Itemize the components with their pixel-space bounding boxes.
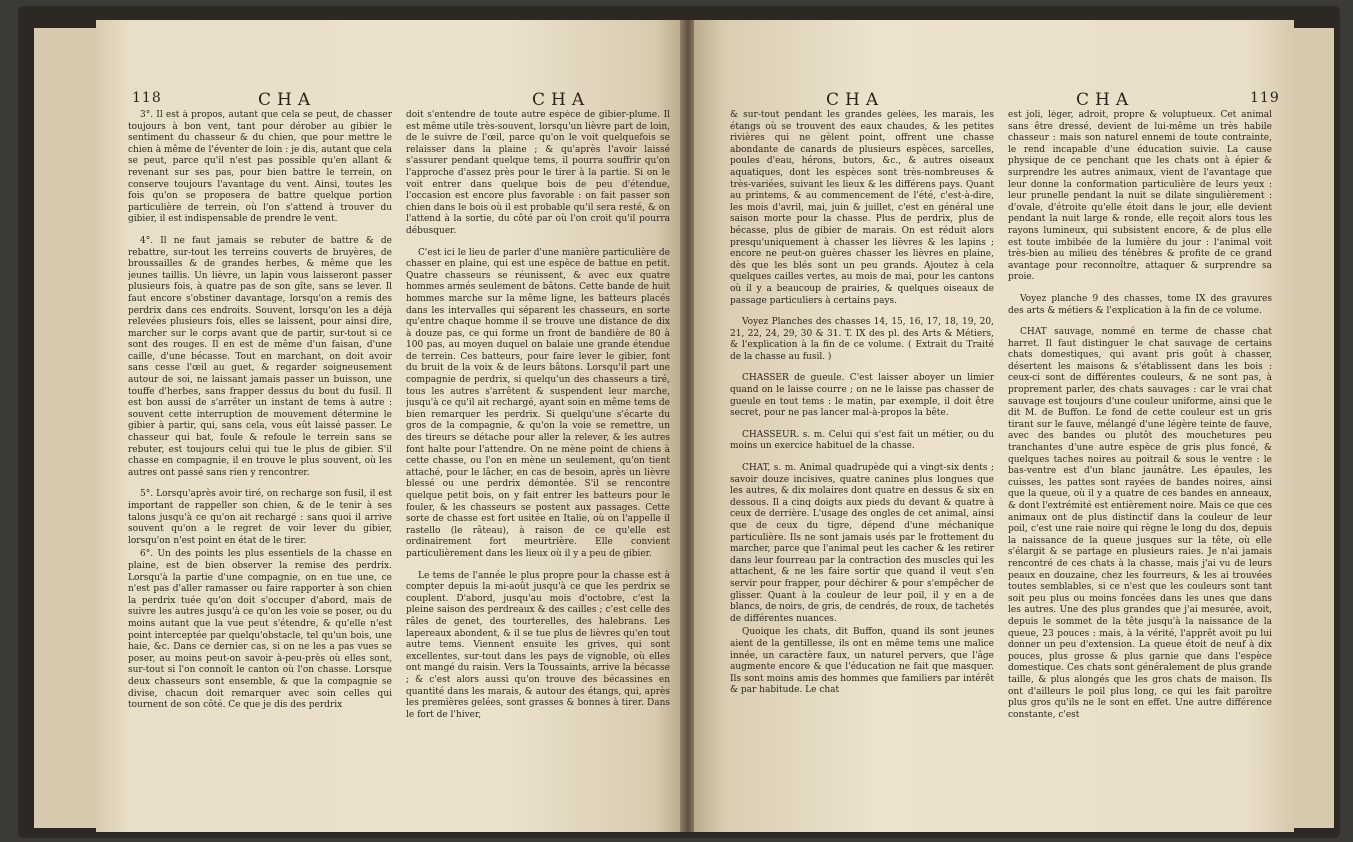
right-page bbox=[694, 20, 1294, 832]
page-edges-left bbox=[34, 28, 96, 828]
right-page-number: 119 bbox=[1250, 90, 1280, 106]
paragraph: C'est ici le lieu de parler d'une manière particulière de chasser en plaine, qui est une espèce de battue en petit. Quatre chasseurs se réunissent, & avec eux quatre hommes armés seulement de bâtons. Cette bande de huit hommes marche sur la même ligne, les batteurs placés dans les intervalles qui séparent les chasseurs, en sorte qu'entre chaque homme il se trouve une distance de dix à douze pas, ce qui forme un front de bandière de 80 à 100 pas, au moyen duquel on balaie une grande étendue de terrein. Ces batteurs, pour faire lever le gibier, font du bruit de la voix & de leurs bâtons. Lorsqu'il part une compagnie de perdrix, si quelqu'un des chasseurs a tiré, tous les autres s'arrêtent & suspendent leur marche, jusqu'à ce qu'il ait rechargé, ayant soin en même tems de bien remarquer les perdrix. Si quelqu'une s'écarte du gros de la compagnie, & qu'on la voie se remettre, un des tireurs se détache pour aller la relever, & les autres font halte pour l'attendre. On ne mène point de chiens à cette chasse, ou l'on en mène un seulement, qu'on tient attaché, pour le lâcher, en cas de besoin, après un lièvre blessé ou une perdrix démontée. S'il se rencontre quelque petit bois, on y fait entrer les batteurs pour le fouler, & les chasseurs se postent aux passages. Cette sorte de chasse est fort usitée en Italie, où on l'appelle il rastello (le râteau), à raison de ce qu'elle est ordinairement fort meurtrière. Elle convient particulièrement dans les lieux où il y a peu de gibier. bbox=[406, 247, 670, 559]
paragraph: Voyez Planches des chasses 14, 15, 16, 17, 18, 19, 20, 21, 22, 24, 29, 30 & 31. T. IX des pl. des Arts & Métiers, & l'explication à la fin de ce volume. ( Extrait du Traité de la chasse au fusil. ) bbox=[730, 317, 994, 362]
left-column-1 bbox=[128, 110, 392, 832]
paragraph: CHASSER de gueule. C'est laisser aboyer un limier quand on le laisse courre ; on ne le laisse pas chasser de gueule en tout tems : le matin, par exemple, il doit être secret, pour ne pas lancer mal-à-propos la bête. bbox=[730, 373, 994, 419]
right-header-label-2: CHA bbox=[1076, 90, 1135, 110]
left-column-2 bbox=[406, 110, 670, 832]
paragraph: Le tems de l'année le plus propre pour la chasse est à compter depuis la mi-août jusqu'à ce que les perdrix se couplent. D'abord, jusqu'au mois d'octobre, c'est la pleine saison des perdreaux & des cailles ; c'est celle des râles de genet, des tourterelles, des halebrans. Les lapereaux abondent, & il se tue plus de lièvres qu'en tout autre tems. Viennent ensuite les grives, qui sont excellentes, sur-tout dans les pays de vignoble, où elles ont mangé du raisin. Vers la Toussaints, arrive la bécasse ; & c'est alors aussi qu'on trouve des bécassines en quantité dans les marais, & autour des étangs, qui, après les premières gelées, sont grasses & bonnes à tirer. Dans le fort de l'hiver, bbox=[406, 570, 670, 720]
paragraph: Quoique les chats, dit Buffon, quand ils sont jeunes aient de la gentillesse, ils ont en même tems une malice innée, un caractère faux, un naturel pervers, que l'âge augmente encore & que l'éducation ne fait que masquer. Ils sont moins amis des hommes que familiers par intérêt & par habitude. Le chat bbox=[730, 627, 994, 696]
left-header-label-2: CHA bbox=[532, 90, 591, 110]
right-column-1 bbox=[730, 110, 994, 832]
paragraph: CHAT sauvage, nommé en terme de chasse chat harret. Il faut distinguer le chat sauvage de certains chats domestiques, qui avant pris goût à chasser, désertent les maisons & s'établissent dans les bois : ceux-ci sont de différentes couleurs, & ne sont pas, à proprement parler, des chats sauvages : car le vrai chat sauvage est toujours d'une couleur uniforme, ainsi que le dit M. de Buffon. Le fond de cette couleur est un gris tirant sur le fauve, mélangé d'une légère teinte de fauve, avec des bandes ou plutôt des mouchetures peu tranchantes d'une autre espèce de gris plus foncé, & quelques taches noires au poitrail & sous le ventre : le bas-ventre est d'un blanc jaunâtre. Les épaules, les cuisses, les pattes sont rayées de bandes noires, ainsi que la queue, où il y a quatre de ces bandes en anneaux, & dont l'extrémité est entièrement noire. Mais ce que ces animaux ont de plus distinctif dans la couleur de leur poil, c'est une raie noire qui règne le long du dos, depuis la naissance de la queue jusques sur la tête, où elle s'élargit & se partage en plusieurs raies. Je n'ai jamais rencontré de ces chats à la chasse, mais j'ai vu de leurs peaux en douzaine, chez les fourreurs, & les ai trouvées toutes semblables, si ce n'est que les couleurs sont tant soit peu plus ou moins foncées dans les unes que dans les autres. Une des plus grandes que j'ai mesurée, avoit, depuis le sommet de la tête jusqu'à la naissance de la queue, 23 pouces : mais, à la vérité, l'apprêt avoit pu lui donner un peu d'extension. La queue étoit de neuf à dix pouces, plus grosse & plus garnie que dans l'espèce domestique. Ces chats sont généralement de plus grande taille, & plus alongés que les gros chats de maison. Ils ont d'ailleurs le poil plus long, ce qui les fait paroître plus gros qu'ils ne le sont en effet. Une autre différence constante, c'est bbox=[1008, 327, 1272, 720]
book-spread bbox=[18, 6, 1340, 838]
paragraph: 5°. Lorsqu'après avoir tiré, on recharge son fusil, il est important de rappeller son chien, & de le tenir à ses talons jusqu'à ce qu'on ait rechargé : sans quoi il arrive souvent qu'on a le regret de voir lever du gibier, lorsqu'on n'est point en état de le tirer. bbox=[128, 489, 392, 546]
paragraph: Voyez planche 9 des chasses, tome IX des gravures des arts & métiers & l'explication à la fin de ce volume. bbox=[1008, 293, 1272, 316]
page-edges-right bbox=[1294, 28, 1334, 828]
paragraph: CHAT, s. m. Animal quadrupède qui a vingt-six dents ; savoir douze incisives, quatre canines plus longues que les autres, & dix molaires dont quatre en dessus & six en dessous. Il a cinq doigts aux pieds du devant & quatre à ceux de derrière. L'usage des ongles de cet animal, ainsi que de ceux du tigre, dépend d'une méchanique particulière. Ils ne sont jamais usés par le frottement du marcher, parce que l'animal peut les cacher & les retirer dans leur fourreau par la contraction des muscles qui les attachent, & ne les faire sortir que quand il veut s'en servir pour frapper, pour déchirer & pour s'empêcher de glisser. Quant à la couleur de leur poil, il y en a de blancs, de noirs, de gris, de cendrés, de roux, de tachetés de différentes nuances. bbox=[730, 463, 994, 624]
left-page bbox=[96, 20, 684, 832]
left-page-number: 118 bbox=[132, 90, 162, 106]
paragraph: 6°. Un des points les plus essentiels de la chasse en plaine, est de bien observer la remise des perdrix. Lorsqu'à la partie d'une compagnie, on en tue une, ce n'est pas d'aller ramasser ou faire rapporter à son chien la perdrix tuée qu'on doit s'occuper d'abord, mais de suivre les autres jusqu'à ce qu'on les voie se poser, ou du moins autant que la vue peut s'étendre, & qu'elle n'est point interceptée par quelqu'obstacle, tel qu'un bois, une haie, &c. Dans ce dernier cas, si on ne les a pas vues se poser, au moins peut-on savoir à-peu-près où elles sont, sur-tout si l'on connoît le canton où l'on chasse. Lorsque deux chasseurs sont ensemble, & que la compagnie se divise, chacun doit remarquer avec soin celles qui tournent de son côté. Ce que je dis des perdrix bbox=[128, 549, 392, 711]
paragraph: & sur-tout pendant les grandes gelées, les marais, les étangs où se trouvent des eaux chaudes, & les petites rivières qui ne gèlent point, offrent une chasse abondante de canards de plusieurs espèces, sarcelles, poules d'eau, hérons, butors, &c., & autres oiseaux aquatiques, dont les espèces sont très-nombreuses & très-variées, suivant les lieux & les différens pays. Quant au printems, & au commencement de l'été, c'est-à-dire, les mois d'avril, mai, juin & juillet, c'est en général une saison morte pour la chasse. Plus de perdrix, plus de bécasse, plus de gibier de marais. On est réduit alors presqu'uniquement à chasser les lièvres & les lapins ; encore ne peut-on guères chasser les lièvres en plaine, dès que les blés sont un peu grands. Ajoutez à cela quelques cailles vertes, au mois de mai, pour les cantons où il y a beaucoup de prairies, & quelques oiseaux de passage particuliers à certains pays. bbox=[730, 110, 994, 306]
paragraph: doit s'entendre de toute autre espèce de gibier-plume. Il est même utile très-souvent, lorsqu'un lièvre part de loin, de le suivre de l'œil, parce qu'on le voit quelquefois se relaisser dans la plaine ; & qu'après l'avoir laissé s'assurer pendant quelque tems, il pourra souffrir qu'on l'approche d'assez près pour le tirer à la partie. Si on le voit entrer dans quelque bois de peu d'étendue, l'occasion est encore plus favorable : on fait passer son chien dans le bois où il est probable qu'il sera resté, & on l'attend à la sortie, du côté par où l'on croit qu'il pourra débusquer. bbox=[406, 110, 670, 236]
paragraph: 4°. Il ne faut jamais se rebuter de battre & de rebattre, sur-tout les terreins couverts de bruyères, de broussailles & de grandes herbes, & même que les jeunes taillis. Un lièvre, un lapin vous laisseront passer plusieurs fois, à quatre pas de son gîte, sans se lever. Il faut encore s'obstiner davantage, lorsqu'on a remis des perdrix dans ces endroits. Souvent, lorsqu'on les a déjà relevées plusieurs fois, elles se laissent, pour ainsi dire, marcher sur le corps avant que de partir, sur-tout si ce sont des rouges. Il en est de même d'un faisan, d'une caille, d'une bécasse. Tout en marchant, on doit avoir sans cesse l'œil au guet, & regarder soigneusement autour de soi, ne laissant jamais passer un buisson, une touffe d'herbes, sans frapper dessus du bout du fusil. Il est bon aussi de s'arrêter un instant de tems à autre : souvent cette interruption de mouvement détermine le gibier à partir, qui, sans cela, vous eût laissé passer. Le chasseur qui bat, foule & refoule le terrein sans se rebuter, est toujours celui qui tue le plus de gibier. S'il chasse en compagnie, il en trouve le plus souvent, où les autres ont passé sans rien y rencontrer. bbox=[128, 235, 392, 478]
paragraph: CHASSEUR. s. m. Celui qui s'est fait un métier, ou du moins un exercice habituel de la chasse. bbox=[730, 429, 994, 452]
right-header-label-1: CHA bbox=[826, 90, 885, 110]
left-running-head bbox=[132, 90, 672, 110]
paragraph: 3°. Il est à propos, autant que cela se peut, de chasser toujours à bon vent, tant pour dérober au gibier le sentiment du chasseur & du chien, que pour mettre le chien à même de l'éventer de loin : je dis, autant que cela se peut, parce qu'il n'est pas possible qu'en allant & revenant sur ses pas, pour bien battre le terrein, on conserve toujours l'avantage du vent. Ainsi, toutes les fois qu'on se proposera de battre quelque portion particulière de terrein, où l'on s'attend à trouver du gibier, il est indispensable de prendre le vent. bbox=[128, 110, 392, 225]
left-header-label-1: CHA bbox=[258, 90, 317, 110]
right-column-2 bbox=[1008, 110, 1272, 832]
paragraph: est joli, léger, adroit, propre & voluptueux. Cet animal sans être dressé, devient de lui-même un très habile chasseur : mais son naturel ennemi de toute contrainte, le rend incapable d'une éducation suivie. La cause physique de ce penchant que les chats ont à épier & surprendre les autres animaux, vient de l'avantage que leur donne la conformation particulière de leurs yeux : leur prunelle pendant la nuit se dilate singulièrement : d'ovale, d'étroite qu'elle étoit dans le jour, elle devient pendant la nuit large & ronde, elle reçoit alors tous les rayons lumineux, qui subsistent encore, & de plus elle est toute imbibée de la lumière du jour : l'animal voit très-bien au milieu des ténèbres & profite de ce grand avantage pour reconnoître, attaquer & surprendre sa proie. bbox=[1008, 110, 1272, 283]
